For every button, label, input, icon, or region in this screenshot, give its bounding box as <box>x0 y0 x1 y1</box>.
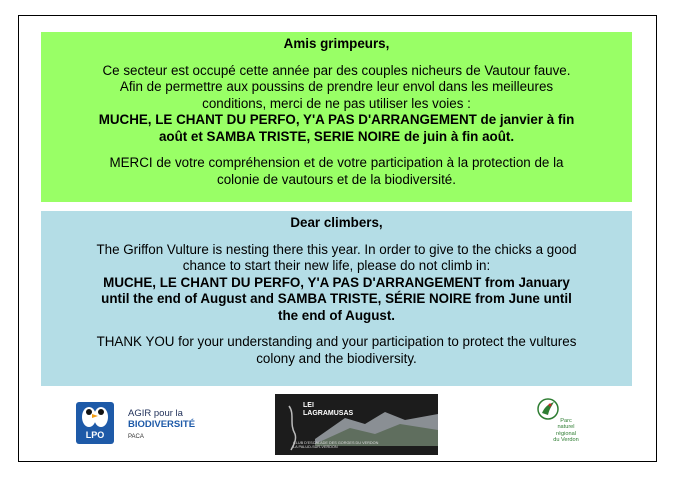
french-thanks-line: MERCI de votre compréhension et de votre participation à la protection de la <box>109 155 564 170</box>
parc-label <box>547 418 585 444</box>
club-subtitle-line: CLUB D'ESCALADE DES GORGES DU VERDON <box>293 441 379 445</box>
english-notice <box>41 211 632 386</box>
french-thanks <box>41 155 632 188</box>
english-thanks-line: colony and the biodiversity. <box>256 350 417 366</box>
english-routes: the end of August. <box>277 307 396 323</box>
english-body <box>41 242 632 325</box>
club-subtitle <box>293 441 378 449</box>
lpo-logo <box>76 402 201 444</box>
english-routes: until the end of August and SAMBA TRISTE, SÉRIE NOIRE from June until <box>101 291 572 306</box>
club-subtitle-line: LA PALUD-SUR-VERDON <box>293 445 338 449</box>
english-line: chance to start their new life, please do not climb in: <box>182 258 491 273</box>
french-line: Afin de permettre aux poussins de prendre leur envol dans les meilleures <box>119 79 554 94</box>
french-body <box>41 63 632 146</box>
lpo-badge-text: LPO <box>85 430 105 440</box>
lpo-bio: BIODIVERSITÉ <box>128 419 196 430</box>
lpo-slogan <box>128 408 195 443</box>
puffin-icon <box>76 402 114 444</box>
english-thanks-line: THANK YOU for your understanding and your participation to protect the vultures <box>96 334 577 349</box>
lpo-pour: pour la <box>153 408 183 419</box>
club-name-line: LEI <box>303 402 314 409</box>
parc-line: régional <box>556 430 576 437</box>
parc-line: Parc <box>560 418 572 424</box>
french-routes: MUCHE, LE CHANT DU PERFO, Y'A PAS D'ARRANGEMENT de janvier à fin <box>98 112 575 127</box>
lpo-region: PACA <box>128 434 144 440</box>
climbing-club-logo <box>275 394 438 455</box>
french-notice <box>41 32 632 202</box>
club-name-line: LAGRAMUSAS <box>303 410 354 417</box>
lpo-agir: AGIR <box>128 408 152 419</box>
french-line: conditions, merci de ne pas utiliser les voies : <box>202 95 471 111</box>
club-name <box>303 402 353 418</box>
parc-line: du Verdon <box>553 437 579 444</box>
parc-line: naturel <box>557 424 575 431</box>
french-title: Amis grimpeurs, <box>283 36 390 51</box>
english-line: The Griffon Vulture is nesting there this year. In order to give to the chicks a good <box>96 241 577 257</box>
french-line: Ce secteur est occupé cette année par des couples nicheurs de Vautour fauve. <box>102 62 571 78</box>
english-thanks <box>41 334 632 367</box>
parc-verdon-logo <box>537 396 585 452</box>
french-routes: août et SAMBA TRISTE, SERIE NOIRE de juin à fin août. <box>158 128 515 144</box>
english-routes: MUCHE, LE CHANT DU PERFO, Y'A PAS D'ARRANGEMENT from January <box>103 274 570 290</box>
english-title: Dear climbers, <box>290 215 383 230</box>
french-thanks-line: colonie de vautours et de la biodiversité. <box>217 171 456 187</box>
